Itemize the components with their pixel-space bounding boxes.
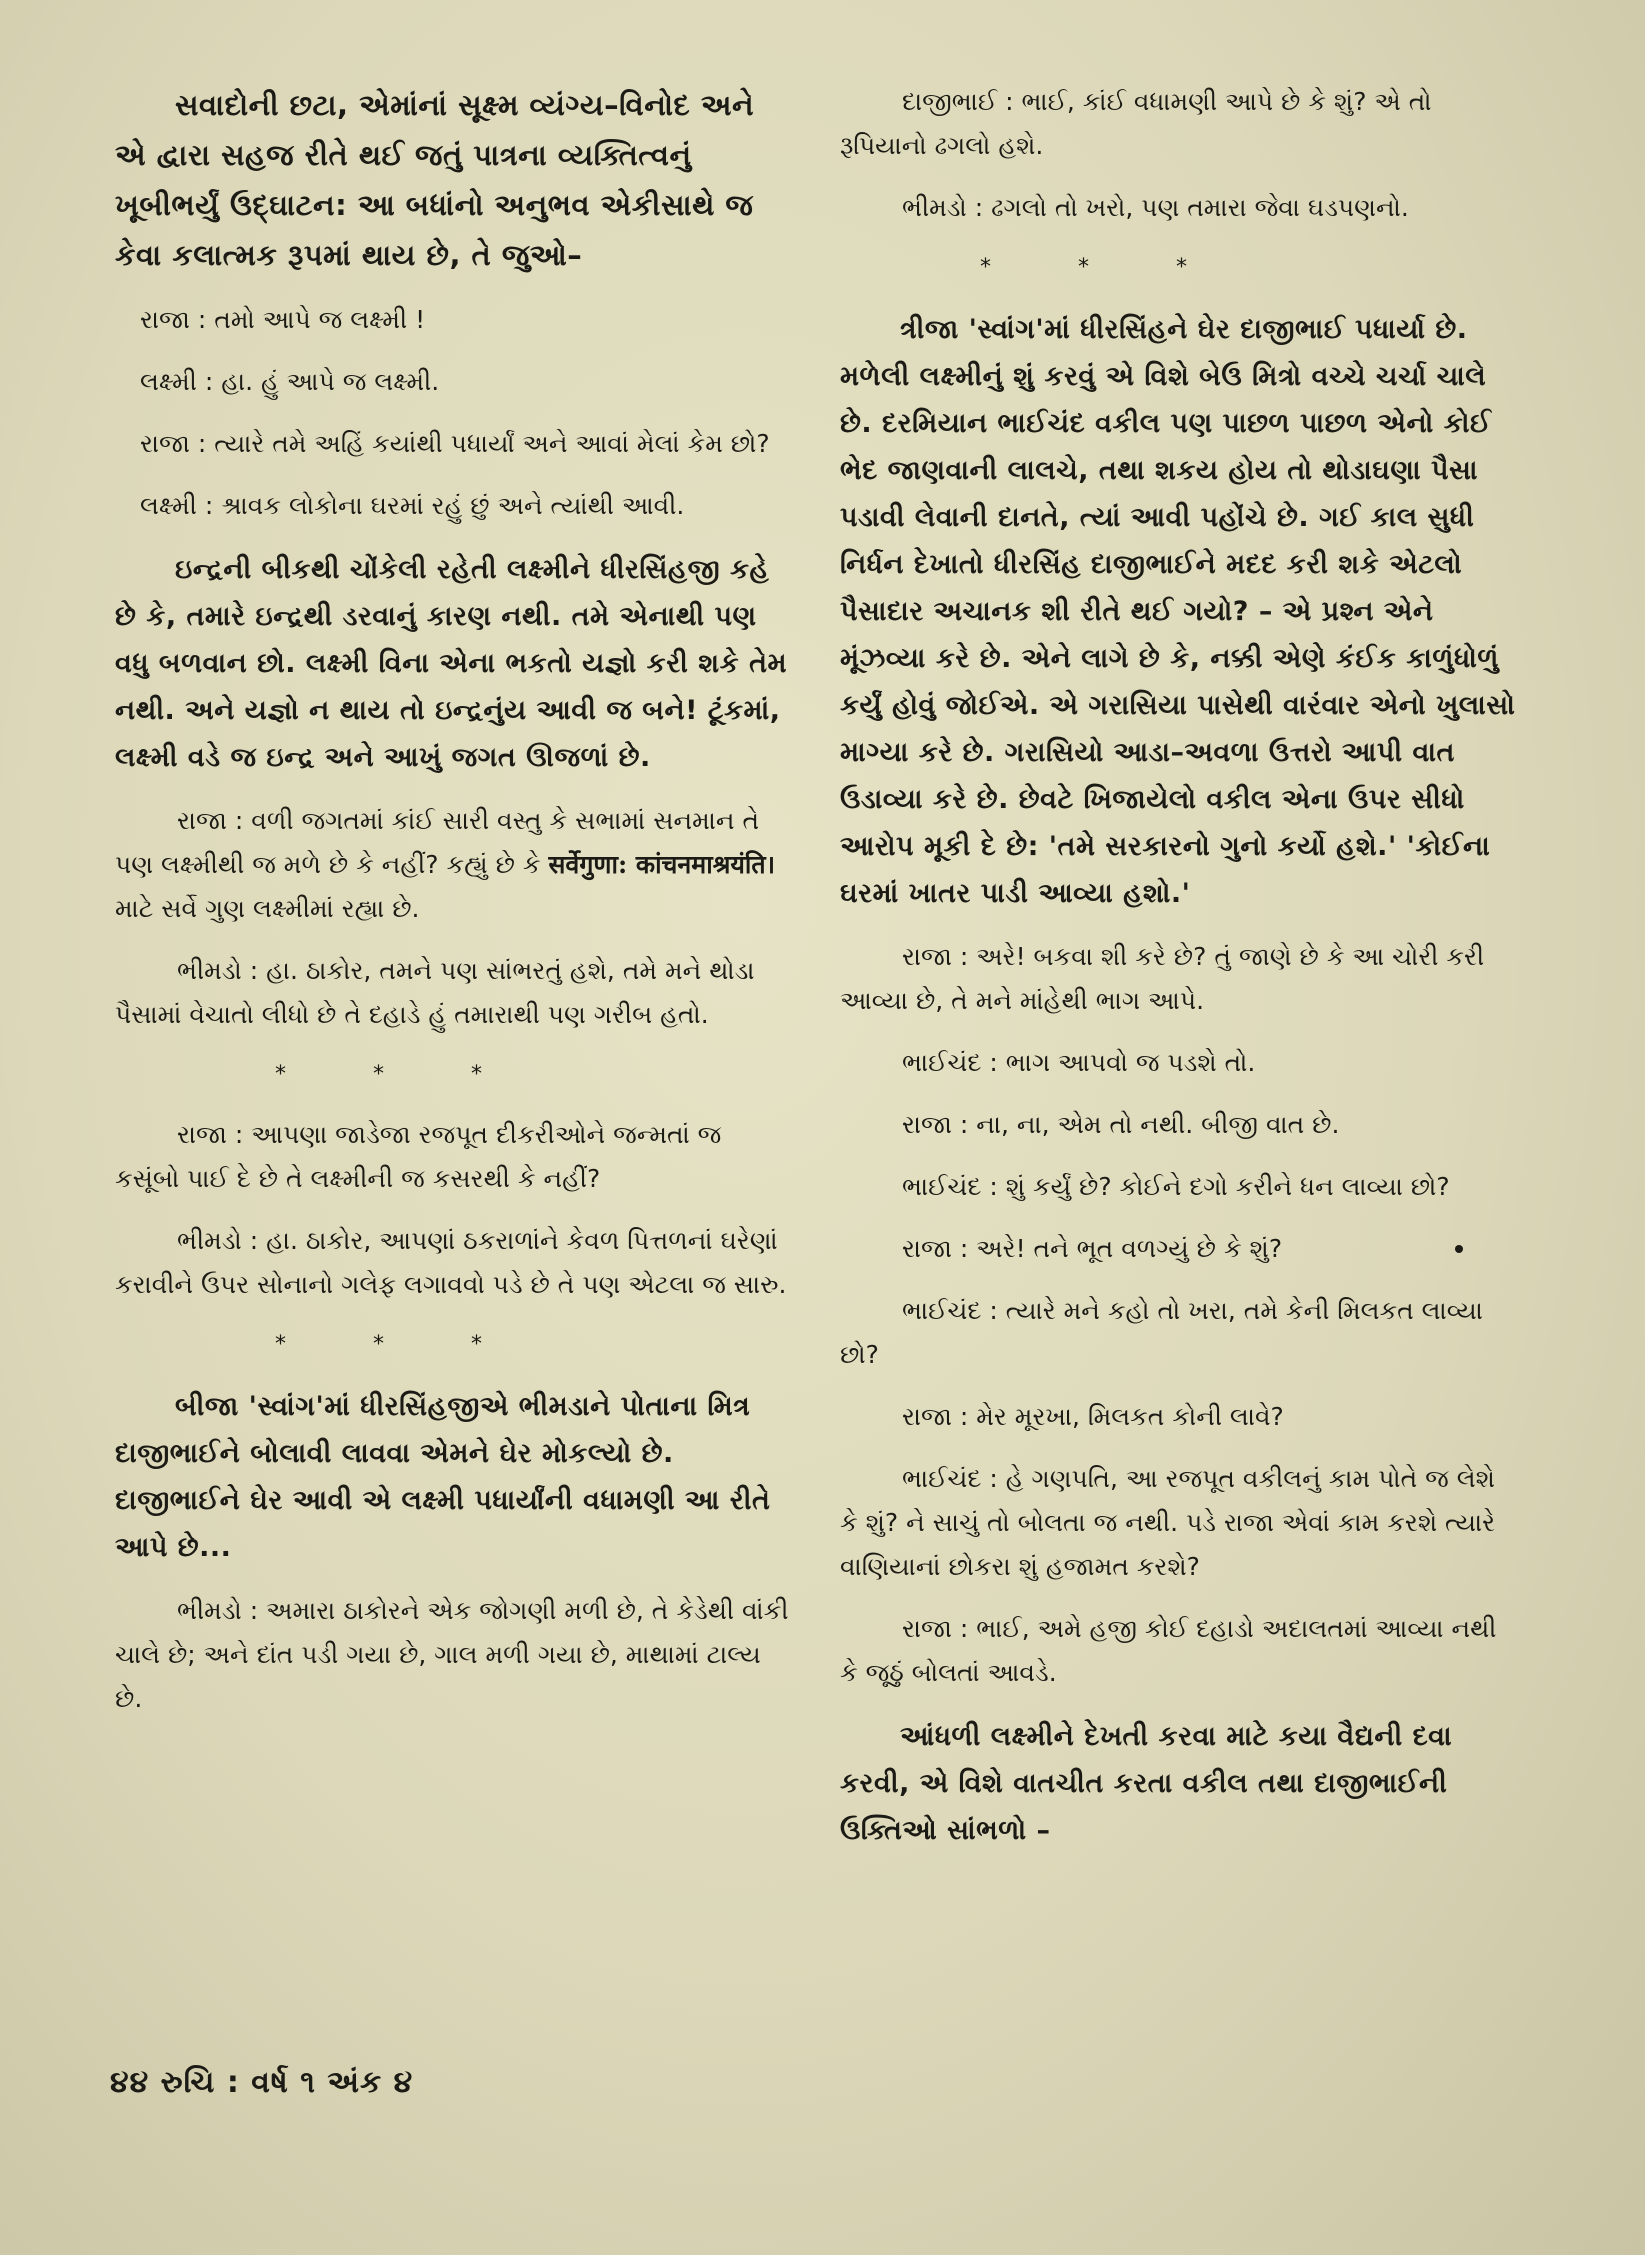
dialogue-line: દાજીભાઈ : ભાઈ, કાંઈ વધામણી આપે છે કે શું? એ તો રૂપિયાનો ઢગલો હશે. [840, 87, 1432, 160]
dialogue-line-with-quote [115, 799, 790, 931]
dialogue-line: ભાઈચંદ : હે ગણપતિ, આ રજપૂત વકીલનું કામ પોતે જ લેશે કે શું? ને સાચું તો બોલતા જ નથી. પડે રાજા એવાં કામ કરશે ત્યારે વાણિયાનાં છોકરા શું હજામત કરશે? [840, 1464, 1496, 1581]
narrative-paragraph: બીજા 'સ્વાંગ'માં ધીરસિંહજીએ ભીમડાને પોતાના મિત્ર દાજીભાઈને બોલાવી લાવવા એમને ઘેર મોકલ્યો છે. દાજીભાઈને ઘેર આવી એ લક્ષ્મી પધાર્યાંની વધામણી આ રીતે આપે છે... [115, 1391, 771, 1563]
sanskrit-quote: सर्वेगुणा: कांचनमाश्रयंति। [548, 850, 776, 879]
dialogue-text: રાજા : વળી જગતમાં કાંઈ સારી વસ્તુ કે સભામાં સનમાન તે પણ લક્ષ્મીથી જ મળે છે કે નહીં? કહ્યું છે કે [115, 806, 760, 879]
dialogue-line: ભીમડો : હા. ઠાકોર, તમને પણ સાંભરતું હશે, તમે મને થોડા પૈસામાં વેચાતો લીધો છે તે દહાડે હું તમારાથી પણ ગરીબ હતો. [115, 956, 755, 1029]
page-footer: ૪૪ રુચિ : વર્ષ ૧ અંક ૪ [110, 2065, 414, 2100]
dialogue-line: રાજા : ભાઈ, અમે હજી કોઈ દહાડો અદાલતમાં આવ્યા નથી કે જૂઠું બોલતાં આવડે. [840, 1614, 1497, 1687]
dialogue-line: રાજા : મેર મૂરખા, મિલકત કોની લાવે? [902, 1402, 1284, 1431]
dialogue-line: રાજા : અરે! તને ભૂત વળગ્યું છે કે શું? [902, 1234, 1283, 1263]
dialogue-line: લક્ષ્મી : શ્રાવક લોકોના ઘરમાં રહું છું અને ત્યાંથી આવી. [140, 491, 685, 520]
dialogue-line: ભીમડો : ઢગલો તો ખરો, પણ તમારા જેવા ઘડપણનો. [902, 193, 1409, 222]
dialogue-line: રાજા : તમો આપે જ લક્ષ્મી ! [140, 305, 426, 334]
narrative-paragraph: ઇન્દ્રની બીકથી ચોંકેલી રહેતી લક્ષ્મીને ધીરસિંહજી કહે છે કે, તમારે ઇન્દ્રથી ડરવાનું કારણ નથી. તમે એનાથી પણ વધુ બળવાન છો. લક્ષ્મી વિના એના ભકતો યજ્ઞો કરી શકે તેમ નથી. અને યજ્ઞો ન થાય તો ઇન્દ્રનુંય આવી જ બને! ટૂંકમાં, લક્ષ્મી વડે જ ઇન્દ્ર અને આખું જગત ઊજળાં છે. [115, 554, 788, 773]
dialogue-line: ભાઈચંદ : ભાગ આપવો જ પડશે તો. [902, 1048, 1256, 1077]
dialogue-line: લક્ષ્મી : હા. હું આપે જ લક્ષ્મી. [140, 367, 440, 396]
dialogue-line: ભાઈચંદ : ત્યારે મને કહો તો ખરા, તમે કેની મિલકત લાવ્યા છો? [840, 1296, 1483, 1369]
dialogue-line: રાજા : ના, ના, એમ તો નથી. બીજી વાત છે. [902, 1110, 1340, 1139]
section-separator: * * * [275, 1062, 482, 1087]
narrative-paragraph: ત્રીજા 'સ્વાંગ'માં ધીરસિંહને ઘેર દાજીભાઈ પધાર્યા છે. મળેલી લક્ષ્મીનું શું કરવું એ વિશે બેઉ મિત્રો વચ્ચે ચર્ચા ચાલે છે. દરમિયાન ભાઈચંદ વકીલ પણ પાછળ પાછળ એનો કોઈ ભેદ જાણવાની લાલચે, તથા શકય હોય તો થોડાઘણા પૈસા પડાવી લેવાની દાનતે, ત્યાં આવી પહોંચે છે. ગઈ કાલ સુધી નિર્ધન દેખાતો ધીરસિંહ દાજીભાઈને મદદ કરી શકે એટલો પૈસાદાર અચાનક શી રીતે થઈ ગયો? – એ પ્રશ્ન એને મૂંઝવ્યા કરે છે. એને લાગે છે કે, નક્કી એણે કંઈક કાળુંધોળું કર્યું હોવું જોઈએ. એ ગરાસિયા પાસેથી વારંવાર એનો ખુલાસો માગ્યા કરે છે. ગરાસિયો આડા–અવળા ઉત્તરો આપી વાત ઉડાવ્યા કરે છે. છેવટે ખિજાયેલો વકીલ એના ઉપર સીધો આરોપ મૂકી દે છે: 'તમે સરકારનો ગુનો કર્યો હશે.' 'કોઈના ઘરમાં ખાતર પાડી આવ્યા હશો.' [840, 314, 1516, 909]
section-separator: * * * [980, 255, 1187, 280]
print-speck [1455, 1245, 1463, 1253]
dialogue-line: ભીમડો : અમારા ઠાકોરને એક જોગણી મળી છે, તે કેડેથી વાંકી ચાલે છે; અને દાંત પડી ગયા છે, ગાલ મળી ગયા છે, માથામાં ટાલ્ય છે. [115, 1596, 789, 1713]
dialogue-line: રાજા : ત્યારે તમે અહિં કયાંથી પધાર્યાં અને આવાં મેલાં કેમ છો? [140, 429, 770, 458]
narrative-paragraph: આંધળી લક્ષ્મીને દેખતી કરવા માટે કયા વૈદ્યની દવા કરવી, એ વિશે વાતચીત કરતા વકીલ તથા દાજીભાઈની ઉક્તિઓ સાંભળો – [840, 1721, 1453, 1846]
dialogue-line: રાજા : અરે! બકવા શી કરે છે? તું જાણે છે કે આ ચોરી કરી આવ્યા છે, તે મને માંહેથી ભાગ આપે. [840, 942, 1485, 1015]
left-column [115, 80, 790, 1739]
dialogue-line: ભીમડો : હા. ઠાકોર, આપણાં ઠકરાળાંને કેવળ પિત્તળનાં ઘરેણાં કરાવીને ઉપર સોનાનો ગલેફ લગાવવો પડે છે તે પણ એટલા જ સારુ. [115, 1226, 787, 1299]
dialogue-line: રાજા : આપણા જાડેજા રજપૂત દીકરીઓને જન્મતાં જ કસૂંબો પાઈ દે છે તે લક્ષ્મીની જ કસરથી કે નહીં? [115, 1120, 722, 1193]
intro-paragraph: સવાદોની છટા, એમાંનાં સૂક્ષ્મ વ્યંગ્ય–વિનોદ અને એ દ્વારા સહજ રીતે થઈ જતું પાત્રના વ્યક્તિત્વનું ખૂબીભર્યું ઉદ્ઘાટન: આ બધાંનો અનુભવ એકીસાથે જ કેવા કલાત્મક રૂપમાં થાય છે, તે જુઓ– [115, 88, 755, 272]
right-column [840, 80, 1520, 1872]
dialogue-line: ભાઈચંદ : શું કર્યું છે? કોઈને દગો કરીને ધન લાવ્યા છો? [902, 1172, 1450, 1201]
section-separator: * * * [275, 1332, 482, 1357]
dialogue-text: માટે સર્વે ગુણ લક્ષ્મીમાં રહ્યા છે. [115, 894, 420, 923]
